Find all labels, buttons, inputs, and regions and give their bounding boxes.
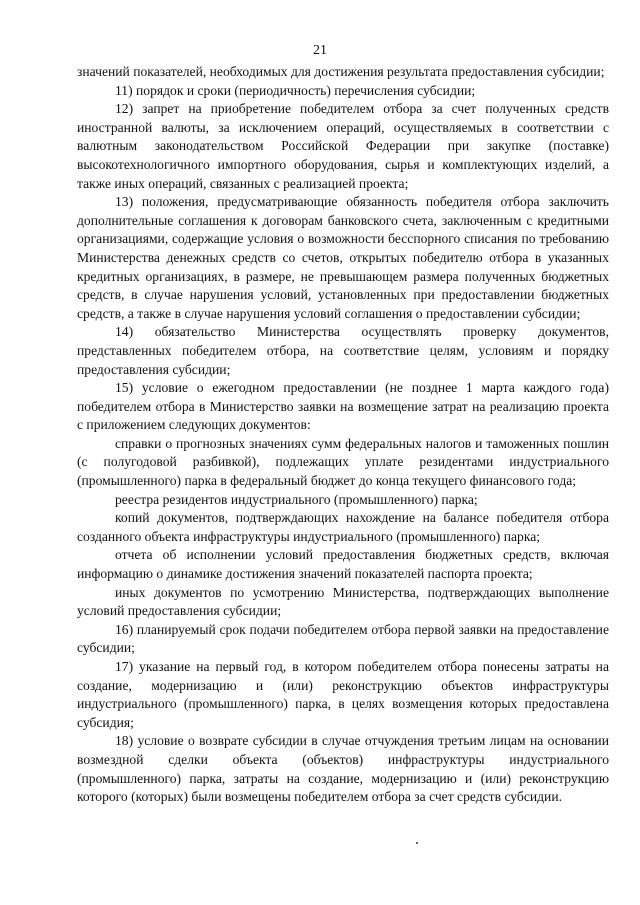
paragraph: значений показателей, необходимых для достижения результата предоставления субсидии; [77,64,605,79]
scan-speck [416,842,418,844]
document-body [77,63,609,807]
paragraph: 12) запрет на приобретение победителем отбора за счет полученных средств иностранной валюты, за исключением операций, осуществляемых в соответствии с валютным законодательством Российской Федерации при закупке (поставке) высокотехнологичного импортного оборудования, сырья и комплектующих изделий, а также иных операций, связанных с реализацией проекта; [77,101,609,191]
paragraph: иных документов по усмотрению Министерства, подтверждающих выполнение условий предоставления субсидии; [77,584,609,619]
paragraph: 11) порядок и сроки (периодичность) перечисления субсидии; [115,82,476,98]
page-number: 21 [313,43,327,58]
paragraph: 13) положения, предусматривающие обязанность победителя отбора заключить дополнительные соглашения к договорам банковского счета, заключенным с кредитными организациями, содержащие условия о возможности бесспорного списания по требованию Министерства денежных средств со счетов, открытых победителю отбора в указанных кредитных организациях, в размере, не превышающем размера полученных бюджетных средств, в случае нарушения условий, установленных при предоставлении бюджетных средств, а также в случае нарушения условий соглашения о предоставлении субсидии; [77,194,609,321]
paragraph: реестра резидентов индустриального (промышленного) парка; [115,491,478,507]
paragraph: справки о прогнозных значениях сумм федеральных налогов и таможенных пошлин (с полугодовой разбивкой), подлежащих уплате резидентами индустриального (промышленного) парка в федеральный бюджет до конца текущего финансового года; [77,435,609,489]
paragraph: 16) планируемый срок подачи победителем отбора первой заявки на предоставление субсидии; [77,621,609,656]
paragraph: 18) условие о возврате субсидии в случае отчуждения третьим лицам на основании возмездной сделки объекта (объектов) инфраструктуры индустриального (промышленного) парка, затраты на создание, модернизацию и (или) реконструкцию которого (которых) были возмещены победителем отбора за счет средств субсидии. [77,733,609,805]
paragraph: 14) обязательство Министерства осуществлять проверку документов, представленных победителем отбора, на соответствие целям, условиям и порядку предоставления субсидии; [77,324,609,377]
paragraph: отчета об исполнении условий предоставления бюджетных средств, включая информацию о динамике достижения значений показателей паспорта проекта; [77,547,609,582]
paragraph: 17) указание на первый год, в котором победителем отбора понесены затраты на создание, модернизацию и (или) реконструкцию объектов инфраструктуры индустриального (промышленного) парка, в целях возмещения которых предоставлена субсидия; [77,659,609,730]
paragraph: 15) условие о ежегодном предоставлении (не позднее 1 марта каждого года) победителем отбора в Министерство заявки на возмещение затрат на реализацию проекта с приложением следующих документов: [77,380,609,433]
paragraph: копий документов, подтверждающих нахождение на балансе победителя отбора созданного объекта инфраструктуры индустриального (промышленного) парка; [77,510,609,544]
